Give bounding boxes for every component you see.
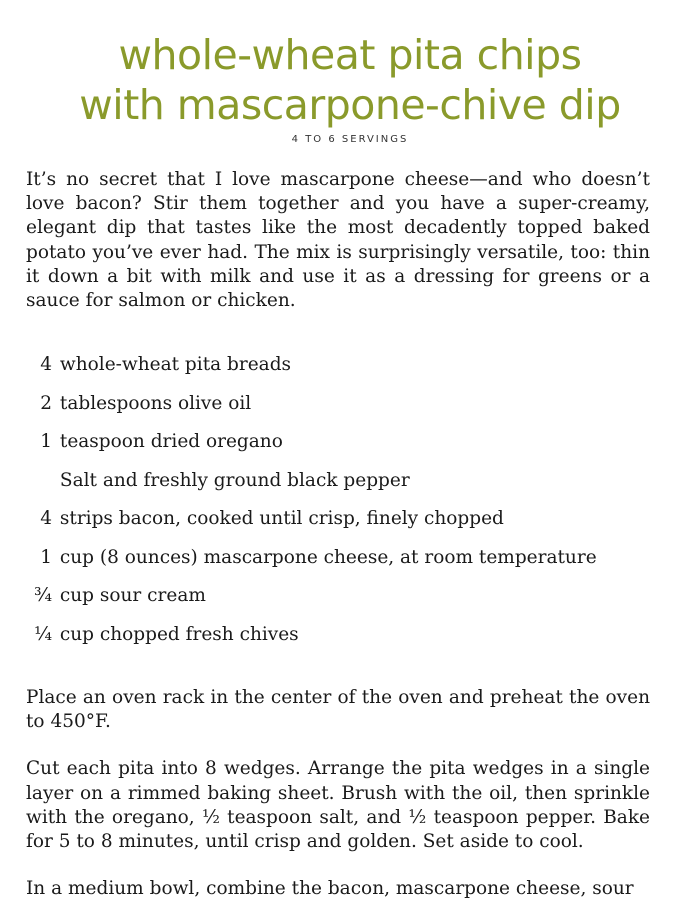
ingredient-qty: ¾: [34, 585, 52, 606]
ingredient-qty: 4: [40, 508, 52, 529]
method-step: Cut each pita into 8 wedges. Arrange the pita wedges in a single layer on a rimmed baking sheet. Brush with the oil, then sprinkle with the oregano, ½ teaspoon salt, and ½ teaspoon pepper. Bake for 5 to 8 minutes, until crisp and golden. Set aside to cool.: [26, 758, 650, 853]
ingredient-qty: 1: [40, 431, 52, 452]
ingredient-item: [26, 350, 650, 389]
recipe-header: [0, 30, 700, 145]
method-step: Place an oven rack in the center of the oven and preheat the oven to 450°F.: [26, 687, 650, 733]
method-steps: [26, 686, 650, 924]
recipe-intro: It’s no secret that I love mascarpone cheese—and who doesn’t love bacon? Stir them together and you have a super-creamy, elegant dip that tastes like the most decadently topped baked potato you’ve ever had. The mix is surprisingly versatile, too: thin it down a bit with milk and use it as a dressing for greens or a sauce for salmon or chicken.: [26, 169, 650, 312]
ingredient-text: whole-wheat pita breads: [59, 354, 292, 375]
ingredient-item: [26, 581, 650, 620]
ingredient-item: [26, 620, 650, 659]
ingredient-text: strips bacon, cooked until crisp, finely chopped: [59, 508, 504, 529]
ingredient-qty: ¼: [34, 623, 52, 645]
recipe-title-line-1: whole-wheat pita chips: [118, 31, 582, 79]
servings-label: 4 TO 6 SERVINGS: [291, 134, 409, 145]
ingredient-qty: 4: [40, 354, 52, 375]
ingredients-list: [26, 350, 650, 658]
ingredient-text: cup sour cream: [59, 585, 206, 606]
ingredient-qty: 2: [40, 392, 52, 414]
ingredient-text: Salt and freshly ground black pepper: [59, 469, 410, 491]
ingredient-item: [26, 389, 650, 428]
ingredient-text: teaspoon dried oregano: [59, 431, 283, 452]
ingredient-text: cup chopped fresh chives: [59, 623, 299, 645]
method-step: In a medium bowl, combine the bacon, mascarpone cheese, sour: [26, 878, 634, 900]
ingredient-text: tablespoons olive oil: [59, 392, 252, 414]
ingredient-text: cup (8 ounces) mascarpone cheese, at room temperature: [59, 546, 597, 568]
ingredient-item: [26, 466, 650, 505]
ingredient-item: [26, 543, 650, 582]
ingredient-item: [26, 427, 650, 466]
recipe-title-line-2: with mascarpone-chive dip: [79, 81, 621, 129]
ingredient-qty: 1: [40, 546, 52, 568]
ingredient-item: [26, 504, 650, 543]
